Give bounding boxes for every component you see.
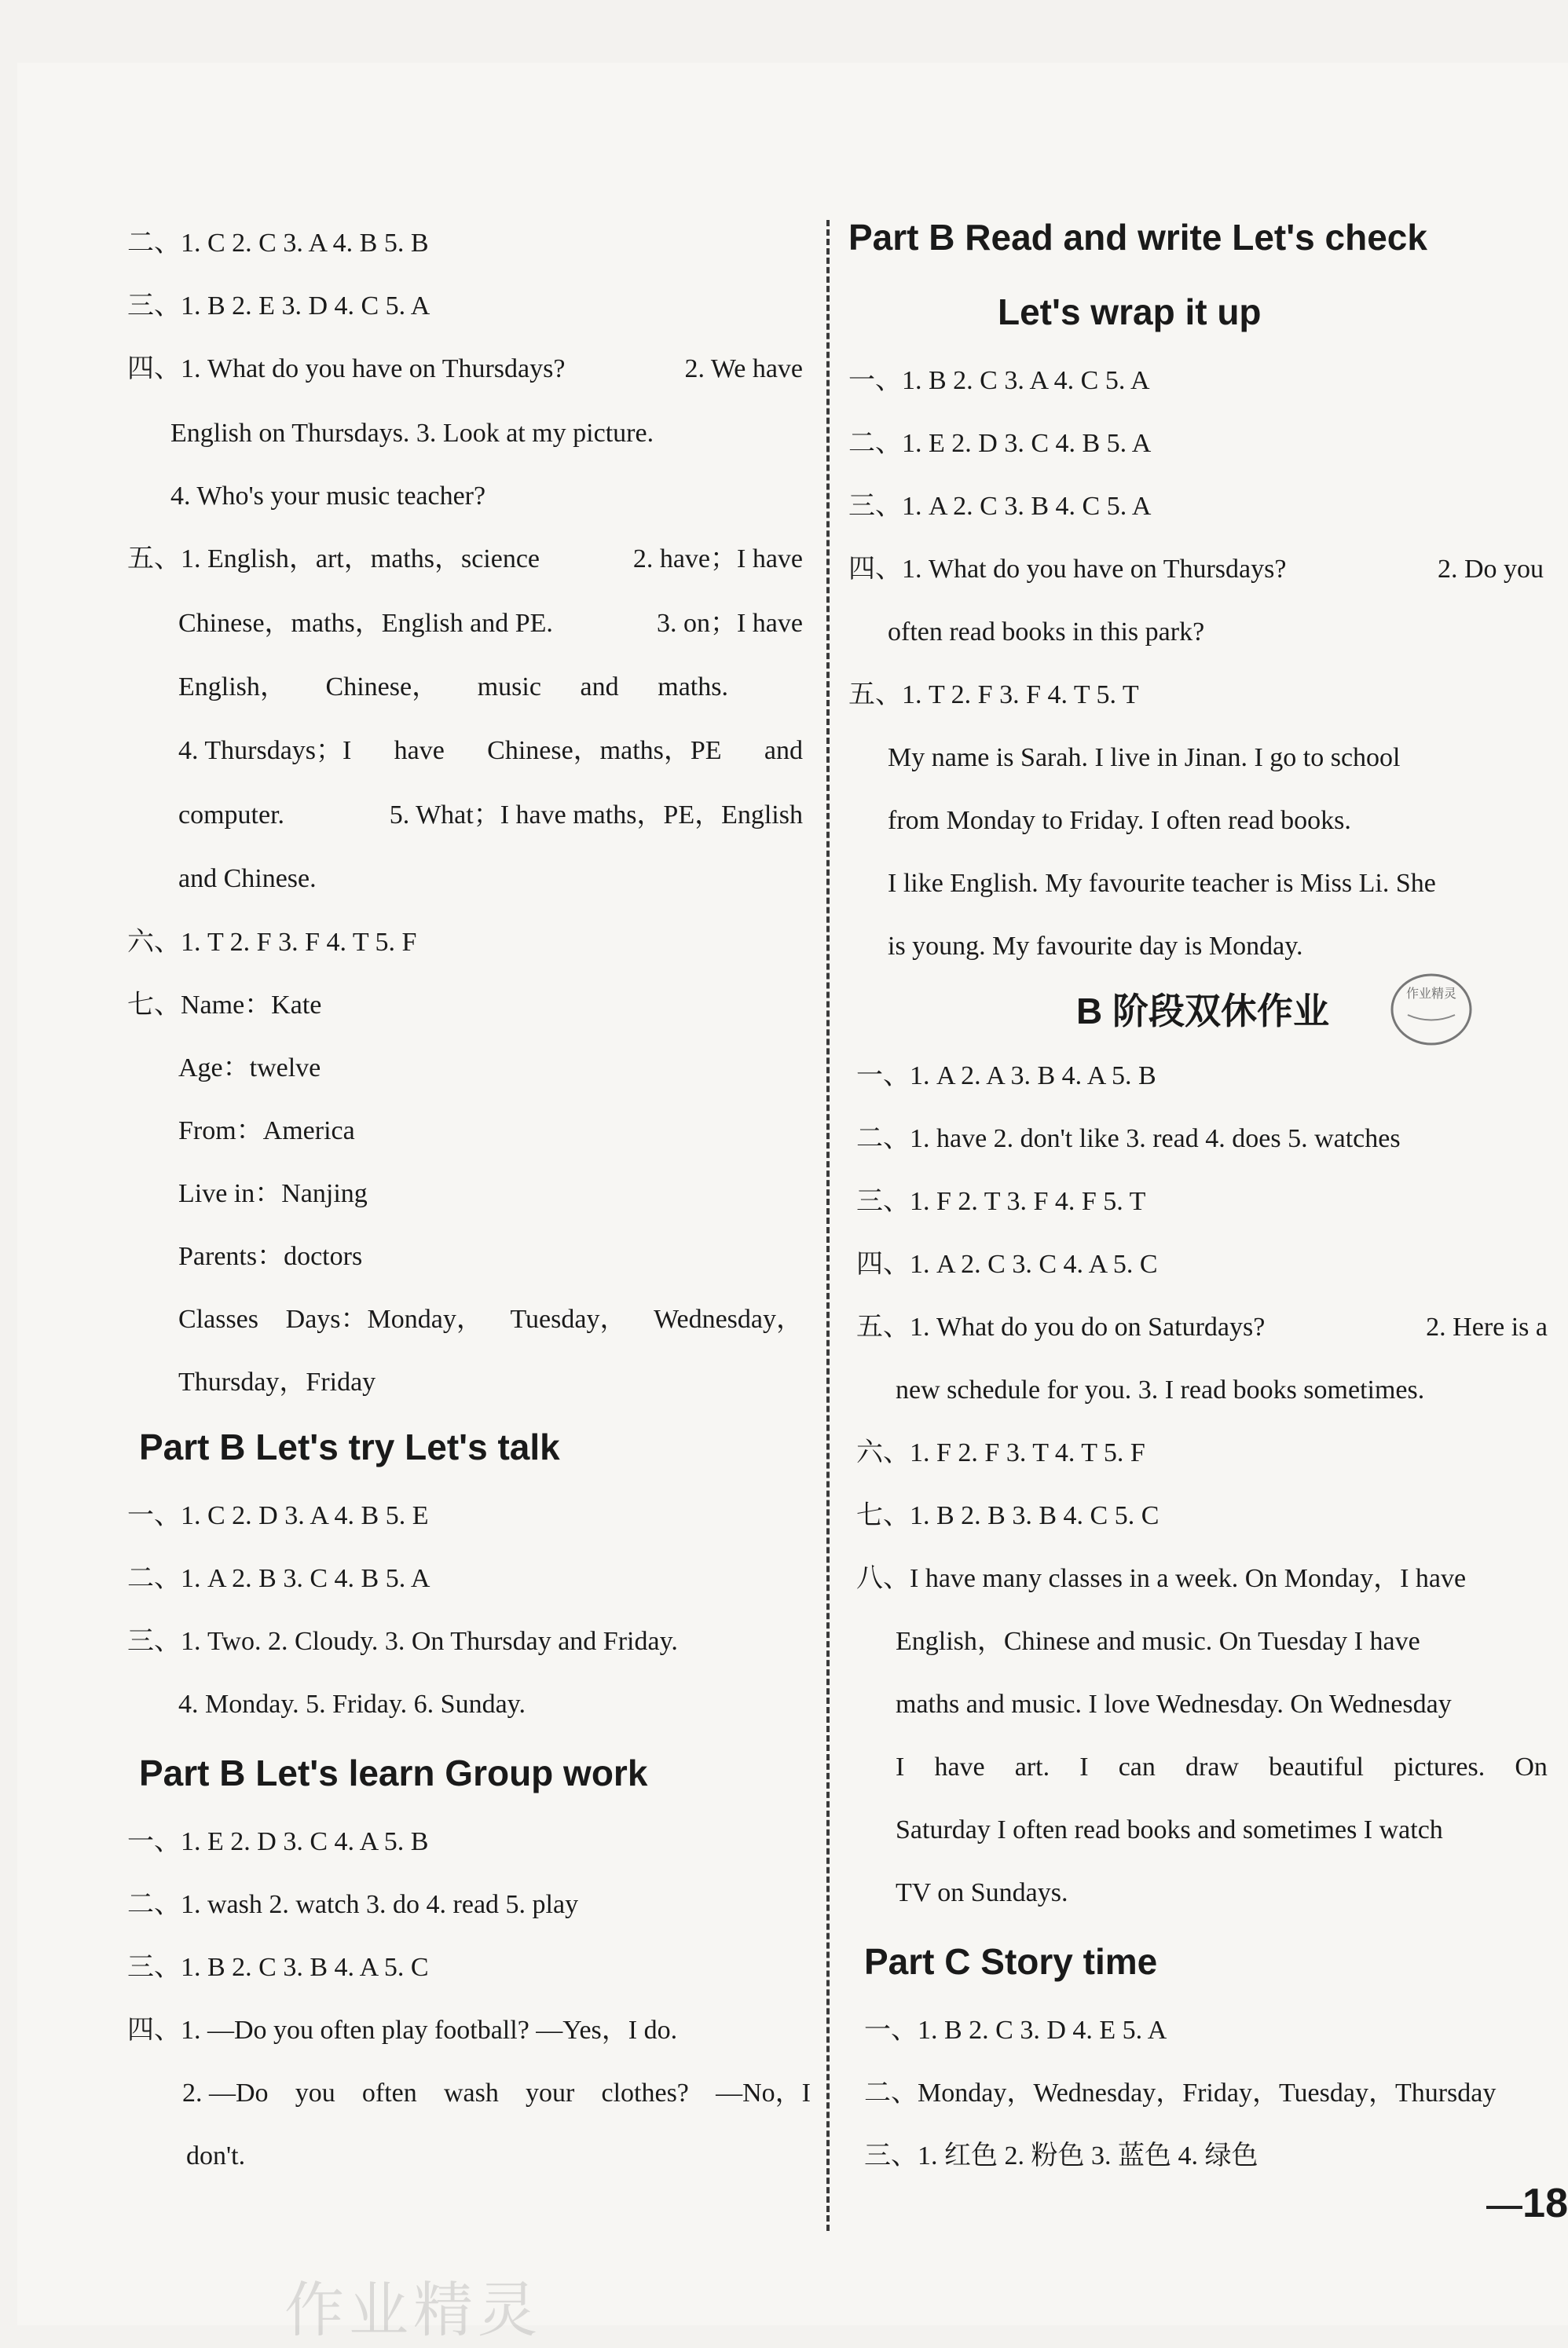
- column-divider: [826, 220, 830, 2231]
- page-number: 18: [1522, 2181, 1568, 2226]
- answer-line: 二、1. C 2. C 3. A 4. B 5. B: [127, 229, 429, 258]
- svg-text:作业精灵: 作业精灵: [1405, 986, 1457, 1001]
- answer-line: English， Chinese， music and maths.: [178, 672, 728, 701]
- section-heading: Part B Read and write Let's check: [848, 217, 1427, 258]
- answer-line: don't.: [186, 2141, 246, 2170]
- answer-line: Live in：Nanjing: [178, 1179, 368, 1208]
- answer-line: 五、1. T 2. F 3. F 4. T 5. T: [848, 680, 1139, 709]
- answer-line: 八、I have many classes in a week. On Monday，I have: [856, 1564, 1467, 1593]
- answer-line: I have art. I can draw beautiful pictures. On: [896, 1753, 1548, 1782]
- answer-line: 二、1. A 2. B 3. C 4. B 5. A: [127, 1564, 430, 1593]
- answer-line: 三、1. 红色 2. 粉色 3. 蓝色 4. 绿色: [864, 2141, 1258, 2170]
- section-heading: Let's wrap it up: [998, 291, 1262, 332]
- answer-line: Parents：doctors: [178, 1242, 363, 1271]
- answer-line: 二、1. have 2. don't like 3. read 4. does 5. watches: [856, 1124, 1401, 1153]
- homework-stamp-logo: [1388, 966, 1475, 1053]
- answer-line: 四、1. What do you have on Thursdays? 2. We have: [127, 354, 803, 383]
- answer-line: 4. Monday. 5. Friday. 6. Sunday.: [178, 1690, 526, 1719]
- answer-line: 三、1. B 2. E 3. D 4. C 5. A: [127, 291, 430, 321]
- answer-line: and Chinese.: [178, 864, 317, 893]
- answer-line: 4. Thursdays；I have Chinese，maths，PE and: [178, 736, 803, 765]
- answer-line: 四、1. What do you have on Thursdays? 2. Do you: [848, 555, 1544, 584]
- answer-line: 六、1. T 2. F 3. F 4. T 5. F: [127, 928, 417, 957]
- answer-line: is young. My favourite day is Monday.: [888, 932, 1303, 961]
- watermark-logo: 作业精灵: [284, 2275, 542, 2345]
- answer-line: 4. Who's your music teacher?: [170, 482, 486, 511]
- answer-line: I like English. My favourite teacher is Miss Li. She: [888, 869, 1436, 898]
- answer-line: maths and music. I love Wednesday. On Wednesday: [896, 1690, 1452, 1719]
- answer-line: 三、1. A 2. C 3. B 4. C 5. A: [848, 492, 1152, 521]
- answer-line: Classes Days：Monday， Tuesday， Wednesday，: [178, 1305, 803, 1334]
- answer-line: 一、1. A 2. A 3. B 4. A 5. B: [856, 1061, 1156, 1090]
- answer-line: Saturday I often read books and sometimes I watch: [896, 1815, 1443, 1844]
- answer-line: 七、1. B 2. B 3. B 4. C 5. C: [856, 1501, 1160, 1530]
- answer-line: From：America: [178, 1116, 355, 1145]
- section-heading: Part B Let's learn Group work: [139, 1753, 648, 1793]
- answer-line: My name is Sarah. I live in Jinan. I go to school: [888, 743, 1401, 772]
- answer-line: Thursday，Friday: [178, 1368, 376, 1397]
- answer-line: Chinese，maths，English and PE. 3. on；I have: [178, 609, 803, 638]
- answer-line: from Monday to Friday. I often read books.: [888, 806, 1351, 835]
- answer-line: 二、1. wash 2. watch 3. do 4. read 5. play: [127, 1890, 579, 1919]
- answer-line: 三、1. F 2. T 3. F 4. F 5. T: [856, 1187, 1146, 1216]
- answer-line: 四、1. —Do you often play football? —Yes，I do.: [127, 2016, 678, 2045]
- answer-line: 2. —Do you often wash your clothes? —No，I: [182, 2079, 811, 2108]
- answer-line: TV on Sundays.: [896, 1878, 1068, 1907]
- answer-line: Age：twelve: [178, 1053, 321, 1082]
- section-heading: Part C Story time: [864, 1941, 1158, 1982]
- answer-line: 三、1. B 2. C 3. B 4. A 5. C: [127, 1953, 429, 1982]
- answer-page: [17, 63, 1568, 2345]
- section-heading: Part B Let's try Let's talk: [139, 1427, 560, 1467]
- answer-line: 一、1. C 2. D 3. A 4. B 5. E: [127, 1501, 429, 1530]
- answer-line: 一、1. E 2. D 3. C 4. A 5. B: [127, 1827, 429, 1856]
- answer-line: 五、1. What do you do on Saturdays? 2. Here is a: [856, 1313, 1548, 1342]
- answer-line: 七、Name：Kate: [127, 991, 322, 1020]
- answer-line: computer. 5. What；I have maths，PE，English: [178, 800, 803, 830]
- answer-line: 二、Monday，Wednesday，Friday，Tuesday，Thursday: [864, 2079, 1497, 2108]
- answer-line: 一、1. B 2. C 3. D 4. E 5. A: [864, 2016, 1167, 2045]
- answer-line: 三、1. Two. 2. Cloudy. 3. On Thursday and Friday.: [127, 1627, 678, 1656]
- answer-line: 一、1. B 2. C 3. A 4. C 5. A: [848, 366, 1150, 395]
- answer-line: 二、1. E 2. D 3. C 4. B 5. A: [848, 429, 1152, 458]
- answer-line: English on Thursdays. 3. Look at my picture.: [170, 419, 654, 448]
- answer-line: 四、1. A 2. C 3. C 4. A 5. C: [856, 1250, 1158, 1279]
- answer-line: English，Chinese and music. On Tuesday I have: [896, 1627, 1420, 1656]
- section-heading: B 阶段双休作业: [1076, 991, 1329, 1031]
- answer-line: 六、1. F 2. F 3. T 4. T 5. F: [856, 1438, 1145, 1467]
- answer-line: 五、1. English，art，maths，science 2. have；I have: [127, 544, 803, 573]
- answer-line: new schedule for you. 3. I read books sometimes.: [896, 1375, 1425, 1405]
- answer-line: often read books in this park?: [888, 617, 1205, 647]
